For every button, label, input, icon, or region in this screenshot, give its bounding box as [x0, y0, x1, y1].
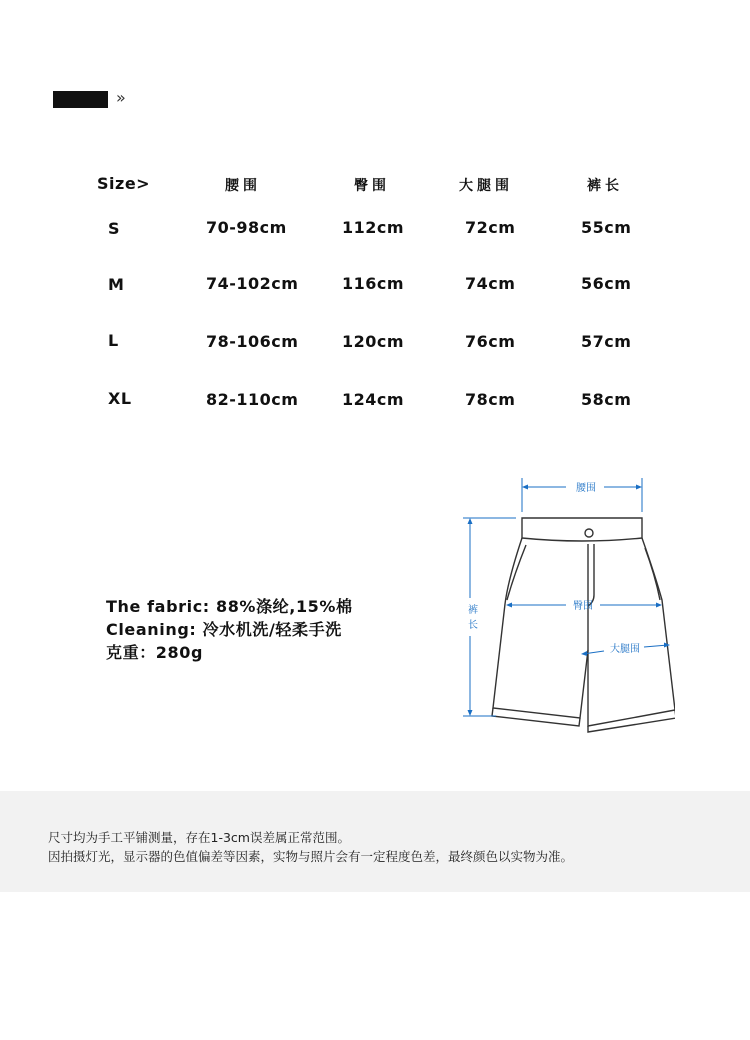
shorts-measurement-diagram [455, 470, 675, 740]
length-diagram-label-2: 长 [468, 620, 478, 631]
thigh-diagram-label: 大腿围 [610, 644, 640, 655]
hip-value: 120cm [342, 332, 405, 351]
waist-value: 70-98cm [206, 218, 287, 237]
measurement-lines [463, 478, 670, 716]
waist-value: 78-106cm [206, 332, 299, 351]
thigh-value: 72cm [465, 218, 516, 237]
thigh-value: 78cm [465, 390, 516, 409]
thigh-header: 大腿围 [459, 178, 513, 194]
weight-info: 克重：280g [106, 643, 204, 662]
thigh-value: 76cm [465, 332, 516, 351]
note-measurement: 尺寸均为手工平铺测量，存在1-3cm误差属正常范围。 [48, 830, 350, 845]
cleaning-info: Cleaning: 冷水机洗/轻柔手洗 [106, 620, 342, 639]
size-label: L [108, 331, 119, 350]
size-label: S [108, 219, 121, 238]
thigh-value: 74cm [465, 274, 516, 293]
note-color: 因拍摄灯光，显示器的色值偏差等因素，实物与照片会有一定程度色差，最终颜色以实物为准。 [48, 849, 574, 864]
fabric-info: The fabric: 88%涤纶,15%棉 [106, 597, 353, 616]
length-value: 55cm [581, 218, 632, 237]
waist-value: 74-102cm [206, 274, 299, 293]
length-value: 57cm [581, 332, 632, 351]
header-bar-block [53, 91, 108, 108]
hip-value: 124cm [342, 390, 405, 409]
hip-header: 臀围 [354, 178, 390, 194]
waist-diagram-label: 腰围 [576, 483, 596, 494]
double-chevron-icon: » [116, 88, 123, 107]
hip-value: 112cm [342, 218, 405, 237]
hip-value: 116cm [342, 274, 405, 293]
length-value: 56cm [581, 274, 632, 293]
length-value: 58cm [581, 390, 632, 409]
notes-band [0, 791, 750, 892]
waist-header: 腰围 [225, 178, 261, 194]
size-label: M [108, 275, 125, 294]
size-label: XL [108, 389, 132, 408]
shorts-outline [492, 518, 675, 732]
button-icon [585, 529, 593, 537]
size-header: Size> [97, 174, 151, 193]
length-diagram-label-1: 裤 [468, 605, 478, 616]
hip-diagram-label: 臀围 [573, 601, 593, 612]
length-header: 裤长 [587, 178, 623, 194]
waist-value: 82-110cm [206, 390, 299, 409]
